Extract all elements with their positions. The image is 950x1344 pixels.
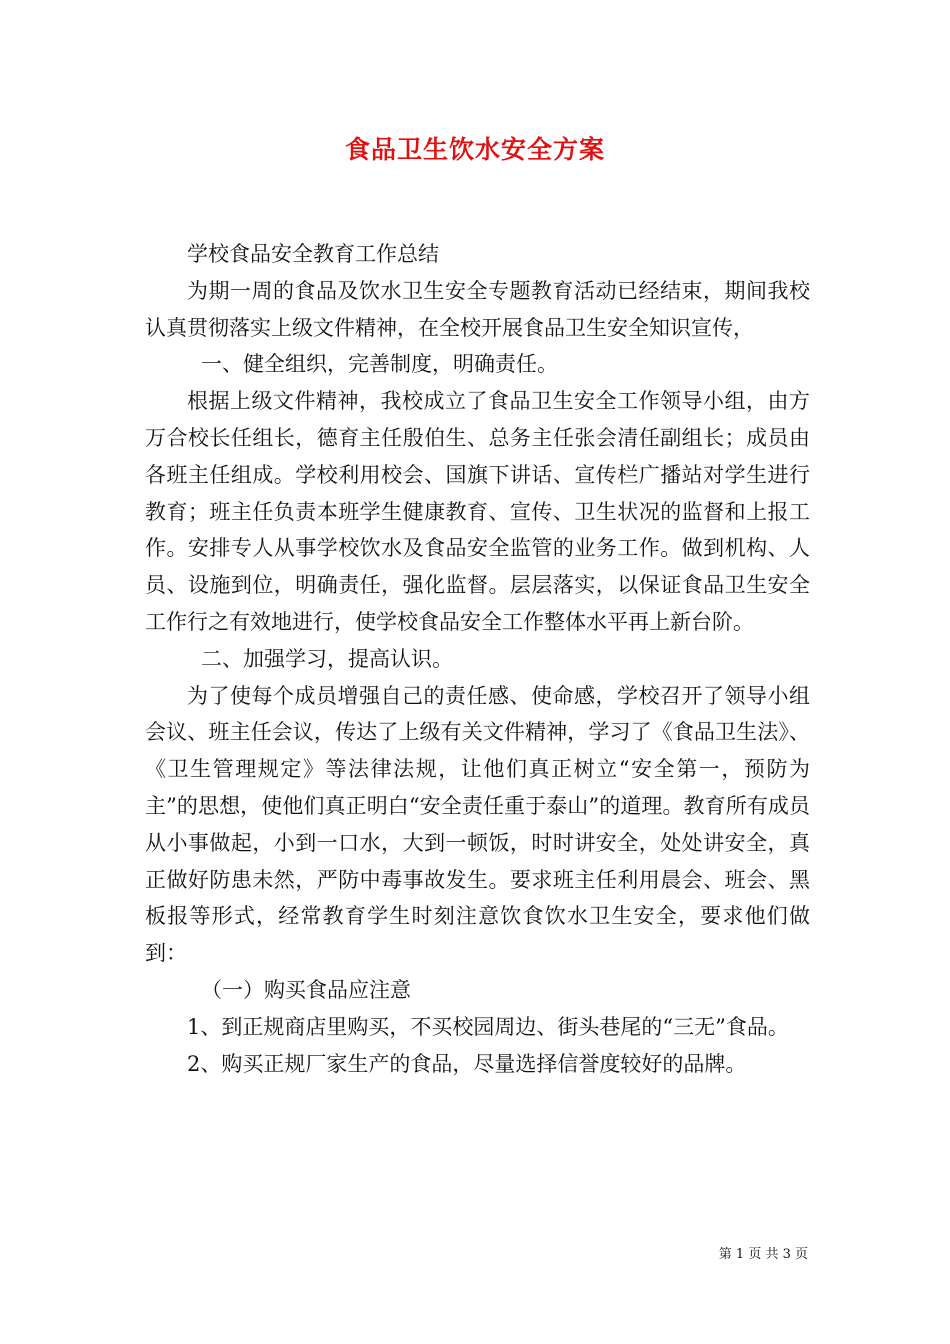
paragraph-intro: 为期一周的食品及饮水卫生安全专题教育活动已经结束，期间我校认真贯彻落实上级文件精神，在全校开展食品卫生安全知识宣传， — [145, 278, 810, 340]
section-heading-2: 二、加强学习，提高认识。 — [201, 646, 453, 671]
paragraph-organization: 根据上级文件精神，我校成立了食品卫生安全工作领导小组，由方万合校长任组长，德育主任殷伯生、总务主任张会清任副组长；成员由各班主任组成。学校利用校会、国旗下讲话、宣传栏广播站对学生进行教育；班主任负责本班学生健康教育、宣传、卫生状况的监督和上报工作。安排专人从事学校饮水及食品安全监管的业务工作。做到机构、人员、设施到位，明确责任，强化监督。层层落实，以保证食品卫生安全工作行之有效地进行，使学校食品安全工作整体水平再上新台阶。 — [145, 389, 810, 634]
list-item-2: 2、购买正规厂家生产的食品，尽量选择信誉度较好的品牌。 — [187, 1051, 747, 1076]
document-title: 食品卫生饮水安全方案 — [344, 135, 605, 164]
list-item-1: 1、到正规商店里购买，不买校园周边、街头巷尾的“三无”食品。 — [187, 1014, 789, 1039]
subsection-heading-1: （一）购买食品应注意 — [201, 977, 411, 1002]
section-heading-1: 一、健全组织，完善制度，明确责任。 — [201, 352, 558, 377]
paragraph-study: 为了使每个成员增强自己的责任感、使命感，学校召开了领导小组会议、班主任会议，传达了上级有关文件精神，学习了《食品卫生法》、《卫生管理规定》等法律法规，让他们真正树立“安全第一，预防为主”的思想，使他们真正明白“安全责任重于泰山”的道理。教育所有成员从小事做起，小到一口水，大到一顿饭，时时讲安全，处处讲安全，真正做好防患未然，严防中毒事故发生。要求班主任利用晨会、班会、黑板报等形式，经常教育学生时刻注意饮食饮水卫生安全，要求他们做到： — [145, 683, 810, 966]
paragraph-subtitle: 学校食品安全教育工作总结 — [187, 242, 439, 266]
page-indicator: 第 1 页 共 3 页 — [718, 1247, 808, 1262]
document-body — [145, 236, 810, 1082]
